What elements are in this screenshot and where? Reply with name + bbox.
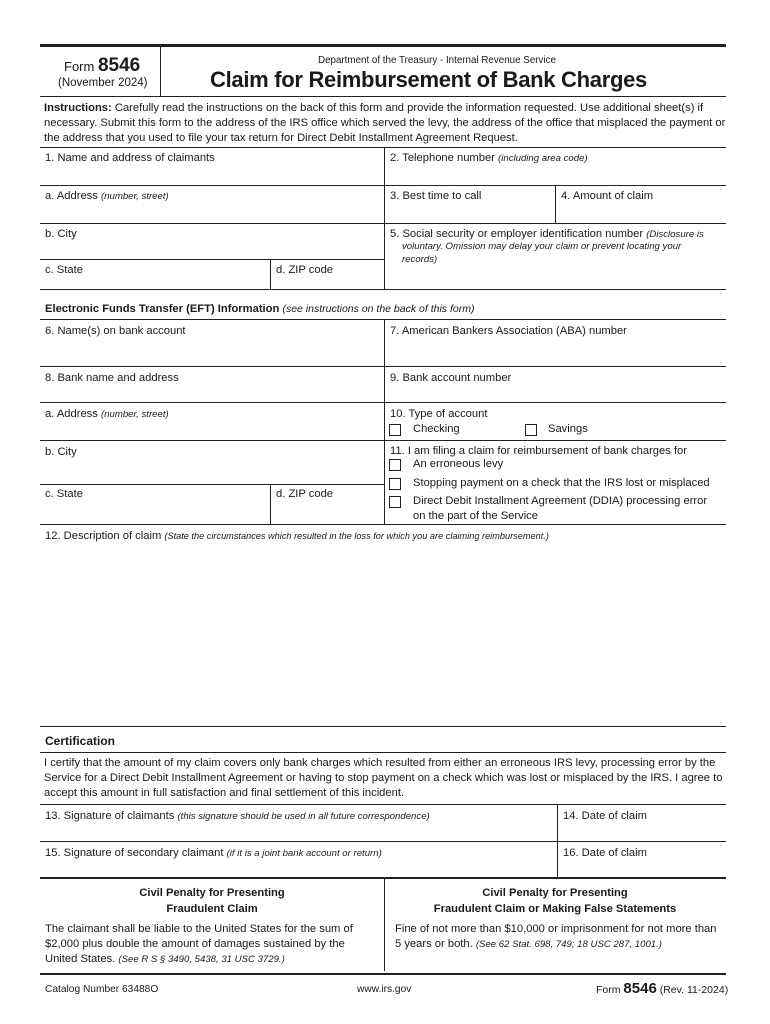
field-3-label: 3. Best time to call (390, 190, 482, 202)
field-a-note: (number, street) (100, 191, 169, 202)
form-word: Form (64, 59, 95, 74)
form-title: Claim for Reimbursement of Bank Charges (210, 67, 647, 92)
right-penalty-text: Fine of not more than $10,000 or imprisonment for not more than 5 years or both. (See 62 Stat. 698, 749; 18 USC 287, 1001.) (395, 923, 717, 951)
bank-state-input[interactable] (40, 484, 270, 524)
stop-payment-checkbox[interactable] (389, 478, 401, 490)
footer-rule (40, 973, 726, 975)
address-input[interactable] (40, 185, 384, 223)
field-5-label: 5. Social security or employer identification number (Disclosure is (390, 228, 704, 240)
instructions-text: Carefully read the instructions on the back of this form and provide the information requested. Use additional sheet(s) if necessary. Submit this form to the address of the IRS office which served the levy, the address of the office that misplaced the payment or the address that you used to file your tax return for Direct Debit Installment Agreement Request. (44, 102, 726, 145)
field-5-note-line2: voluntary. Omission may delay your claim or prevent locating your (402, 241, 682, 252)
ddia-error-label: Direct Debit Installment Agreement (DDIA) processing error (413, 495, 708, 507)
field-15-label: 15. Signature of secondary claimant (if it is a joint bank account or return) (45, 847, 382, 859)
left-penalty-note: (See R S § 3490, 5438, 31 USC 3729.) (118, 954, 285, 966)
header-bottom-rule (40, 96, 726, 97)
left-penalty-title (40, 886, 384, 918)
rule (40, 752, 726, 753)
certification-text: I certify that the amount of my claim covers only bank charges which resulted from either an erroneous IRS levy, processing error by the Service for a Direct Debit Installment Agreement or having to stop payment on a check which was lost or misplaced by the IRS. I agree to accept this amount in full satisfaction and final settlement of this incident. (44, 757, 723, 800)
field-13-label: 13. Signature of claimants (this signature should be used in all future correspondence) (45, 810, 430, 822)
form-date: (November 2024) (58, 77, 148, 89)
bank-account-input[interactable] (384, 366, 726, 402)
field-b-label: b. City (45, 228, 77, 240)
field-13-note: (this signature should be used in all future correspondence) (177, 811, 430, 822)
eft-field-d-label: d. ZIP code (276, 488, 334, 500)
field-1-label: 1. Name and address of claimants (45, 152, 215, 164)
city-input[interactable] (40, 223, 384, 259)
footer-form-id (596, 979, 728, 999)
erroneous-levy-checkbox[interactable] (389, 459, 401, 471)
rule (40, 289, 726, 290)
field-12-note: (State the circumstances which resulted in the loss for which you are claiming reimbursement.) (164, 531, 549, 541)
claimant-name-input[interactable] (40, 147, 384, 185)
footer-rev: (Rev. 11-2024) (659, 984, 729, 996)
field-5-note-line3: records) (402, 254, 438, 265)
form-number-block (64, 54, 140, 79)
bank-address-input[interactable] (40, 402, 384, 440)
footer-form-number: 8546 (623, 980, 657, 997)
website[interactable]: www.irs.gov (357, 984, 412, 995)
field-11-label: 11. I am filing a claim for reimbursement of bank charges for (390, 445, 688, 457)
secondary-claim-date-input[interactable] (557, 841, 726, 878)
telephone-input[interactable] (384, 147, 726, 185)
header-divider (160, 46, 161, 96)
catalog-number: Catalog Number 63488O (45, 984, 159, 995)
instructions-label: Instructions: (44, 102, 112, 114)
right-penalty-title (384, 886, 726, 918)
field-16-label: 16. Date of claim (563, 847, 647, 859)
rule (40, 726, 726, 727)
field-9-label: 9. Bank account number (390, 372, 512, 384)
checking-label: Checking (413, 423, 460, 435)
zip-input[interactable] (270, 259, 384, 289)
certification-heading: Certification (45, 734, 116, 748)
department-line: Department of the Treasury - Internal Revenue Service (318, 55, 556, 66)
account-name-input[interactable] (40, 319, 384, 366)
eft-field-c-label: c. State (45, 488, 83, 500)
bank-zip-input[interactable] (270, 484, 384, 524)
ddia-error-checkbox[interactable] (389, 496, 401, 508)
left-penalty-title-line1: Civil Penalty for Presenting (139, 887, 285, 899)
aba-number-input[interactable] (384, 319, 726, 366)
field-2-note: (including area code) (498, 153, 588, 164)
field-4-label: 4. Amount of claim (561, 190, 654, 202)
right-penalty-title-line1: Civil Penalty for Presenting (482, 887, 628, 899)
field-d-label: d. ZIP code (276, 264, 334, 276)
field-7-label: 7. American Bankers Association (ABA) number (390, 325, 627, 337)
claimant-signature-field[interactable] (40, 804, 557, 841)
claim-date-input[interactable] (557, 804, 726, 841)
secondary-signature-field[interactable] (40, 841, 557, 878)
right-penalty-note: (See 62 Stat. 698, 749; 18 USC 287, 1001.) (475, 939, 662, 951)
form-number: 8546 (97, 55, 141, 76)
checking-checkbox[interactable] (389, 424, 401, 436)
field-12-label: 12. Description of claim (State the circumstances which resulted in the loss for which you are claiming reimbursement.) (45, 530, 549, 542)
right-penalty-title-line2: Fraudulent Claim or Making False Statements (433, 902, 677, 915)
bank-city-input[interactable] (40, 440, 384, 484)
ddia-error-label-line2: on the part of the Service (413, 510, 539, 522)
left-penalty-text: The claimant shall be liable to the United States for the sum of $2,000 plus double the amount of damages sustained by the United States. (See R S § 3490, 5438, 31 USC 3729.) (45, 923, 353, 966)
savings-label: Savings (548, 423, 588, 435)
rule (40, 524, 726, 525)
savings-checkbox[interactable] (525, 424, 537, 436)
eft-field-b-label: b. City (45, 446, 77, 458)
field-5-note: (Disclosure is (646, 229, 704, 240)
field-a-label: a. Address (number, street) (45, 190, 169, 202)
field-8-label: 8. Bank name and address (45, 372, 179, 384)
field-c-label: c. State (45, 264, 83, 276)
eft-field-a-label: a. Address (number, street) (45, 408, 169, 420)
eft-heading-note: (see instructions on the back of this form) (282, 303, 475, 315)
state-input[interactable] (40, 259, 270, 289)
description-textarea[interactable] (40, 544, 726, 724)
bank-name-input[interactable] (40, 366, 384, 402)
field-14-label: 14. Date of claim (563, 810, 647, 822)
best-time-input[interactable] (384, 185, 555, 223)
field-6-label: 6. Name(s) on bank account (45, 325, 186, 337)
stop-payment-label: Stopping payment on a check that the IRS lost or misplaced (413, 477, 710, 489)
top-rule (40, 44, 726, 47)
instructions (44, 101, 726, 147)
rule (40, 877, 726, 879)
ssn-ein-input[interactable] (384, 223, 726, 289)
eft-field-a-note: (number, street) (100, 409, 169, 420)
field-2-label: 2. Telephone number (including area code) (390, 152, 588, 164)
erroneous-levy-label: An erroneous levy (413, 458, 504, 470)
eft-heading: Electronic Funds Transfer (EFT) Information (see instructions on the back of this form) (45, 303, 475, 315)
left-penalty-title-line2: Fraudulent Claim (166, 902, 258, 915)
footer-form-word: Form (596, 984, 621, 996)
field-10-label: 10. Type of account (390, 408, 488, 420)
field-15-note: (if it is a joint bank account or return) (226, 848, 382, 859)
amount-input[interactable] (555, 185, 726, 223)
